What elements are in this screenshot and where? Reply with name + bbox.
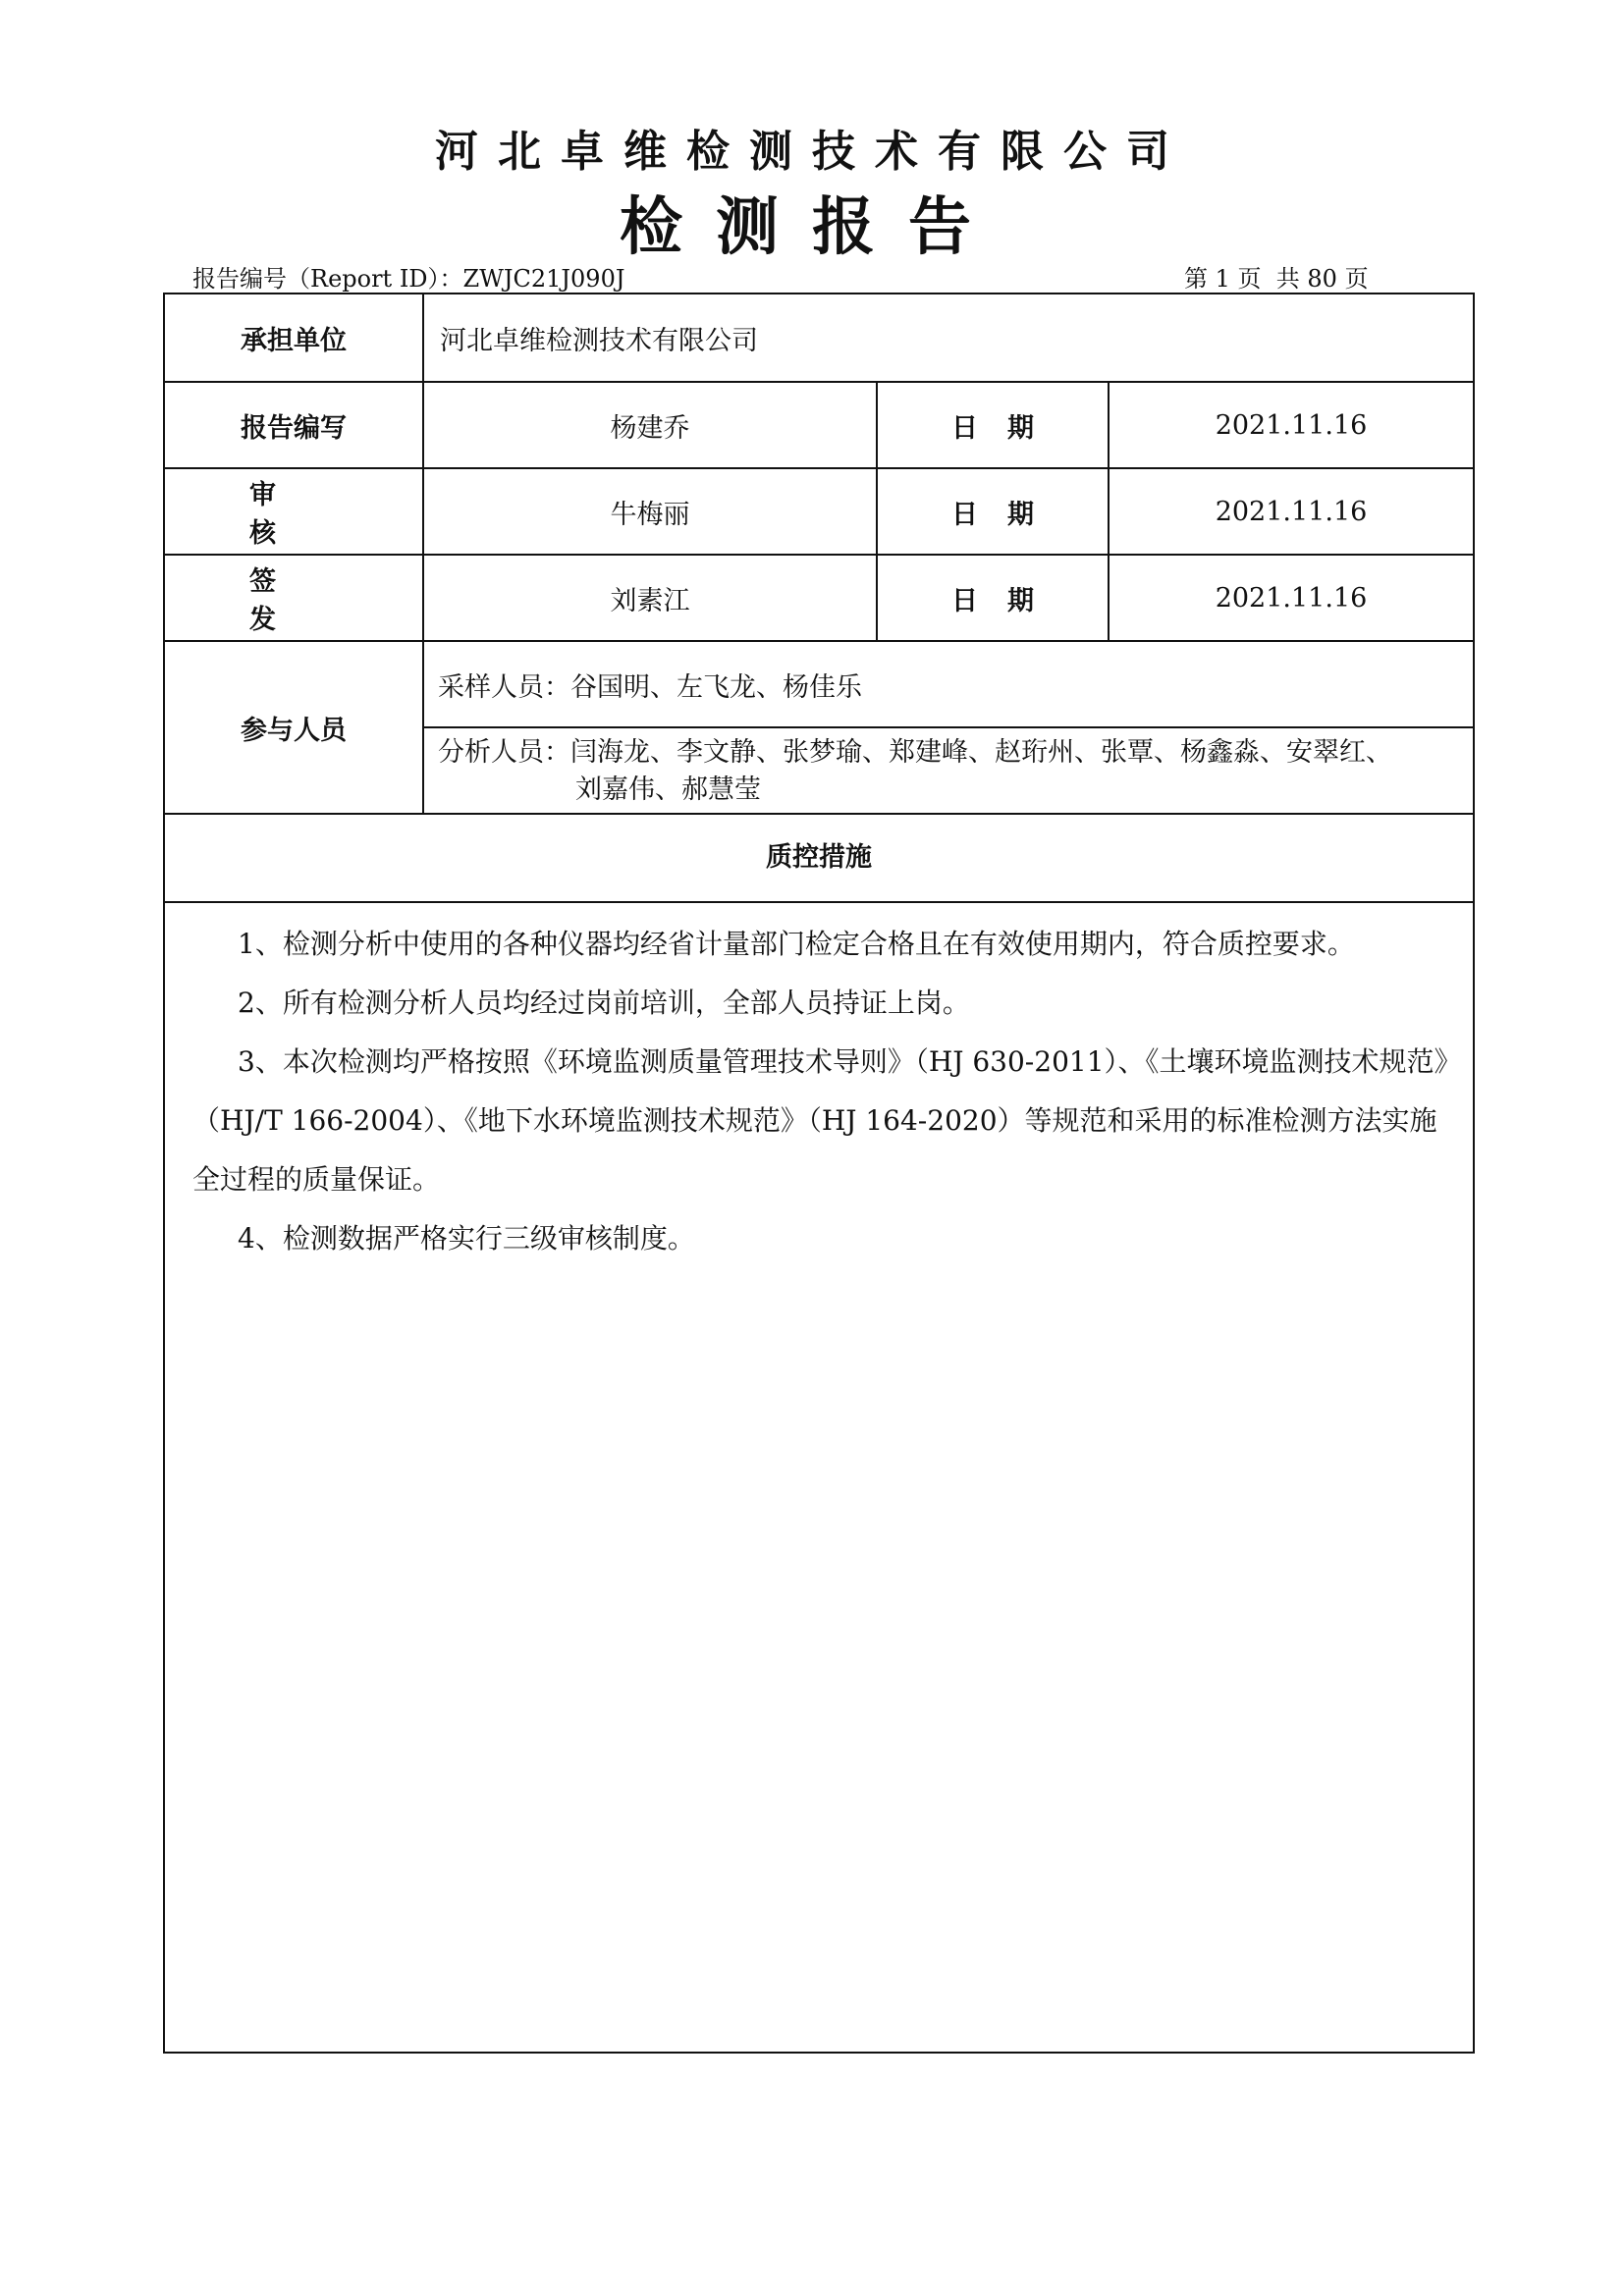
issue-name: 刘素江 (424, 556, 878, 640)
row-review (165, 469, 1473, 556)
writer-date: 2021.11.16 (1215, 409, 1368, 441)
qc-item-2: 2、所有检测分析人员均经过岗前培训，全部人员持证上岗。 (238, 987, 970, 1019)
row-qc-title (165, 815, 1473, 903)
page-info: 第 1 页 共 80 页 (1184, 265, 1369, 293)
participants-label: 参与人员 (165, 642, 424, 813)
writer-name: 杨建乔 (424, 383, 878, 467)
row-issue (165, 556, 1473, 642)
report-title: 检测报告 (620, 191, 1004, 264)
report-frame (163, 293, 1475, 2054)
analysts-line-2: 刘嘉伟、郝慧莹 (575, 774, 761, 805)
qc-item-1: 1、检测分析中使用的各种仪器均经省计量部门检定合格且在有效使用期内，符合质控要求。 (238, 928, 1355, 960)
analysts-line-1: 分析人员：闫海龙、李文静、张梦瑜、郑建峰、赵珩州、张覃、杨鑫淼、安翠红、 (438, 737, 1392, 768)
qc-list (192, 915, 1449, 1268)
qc-item-4: 4、检测数据严格实行三级审核制度。 (238, 1222, 695, 1255)
row-participants (165, 642, 1473, 815)
writer-date-label: 日期 (878, 383, 1110, 467)
writer-label: 报告编写 (165, 383, 424, 467)
review-label: 审核 (165, 469, 424, 554)
analysts (422, 728, 1473, 815)
issue-date-label: 日期 (878, 556, 1110, 640)
review-date-label: 日期 (878, 469, 1110, 554)
report-id: 报告编号（Report ID）：ZWJC21J090J (192, 265, 625, 293)
qc-title: 质控措施 (766, 842, 872, 873)
row-unit (165, 294, 1473, 383)
issue-date: 2021.11.16 (1215, 582, 1368, 614)
unit-label: 承担单位 (165, 294, 424, 381)
review-date: 2021.11.16 (1215, 496, 1368, 527)
company-name: 河北卓维检测技术有限公司 (435, 127, 1189, 177)
issue-label: 签发 (165, 556, 424, 640)
review-name: 牛梅丽 (424, 469, 878, 554)
row-writer (165, 383, 1473, 469)
qc-item-3: 3、本次检测均严格按照《环境监测质量管理技术导则》（HJ 630-2011）、《土壤环境监测技术规范》（HJ/T 166-2004）、《地下水环境监测技术规范》（HJ 164-2020）等规范和采用的标准检测方法实施全过程的质量保证。 (192, 1045, 1448, 1196)
unit-value: 河北卓维检测技术有限公司 (440, 325, 758, 356)
samplers: 采样人员：谷国明、左飞龙、杨佳乐 (422, 642, 1473, 728)
